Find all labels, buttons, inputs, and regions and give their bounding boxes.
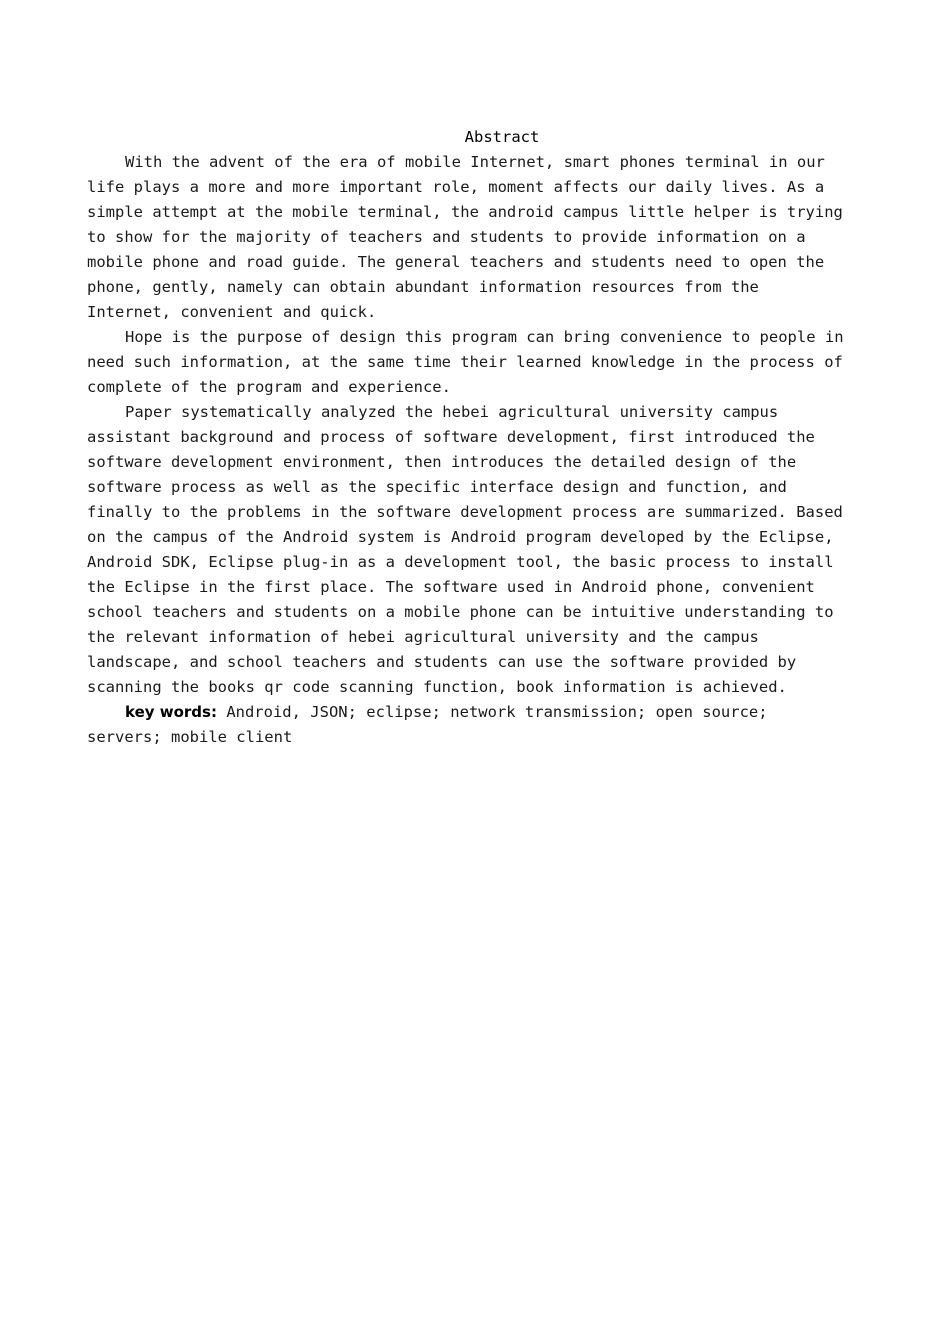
keywords-label: key words: <box>125 703 217 721</box>
abstract-section <box>87 125 865 750</box>
abstract-paragraph-2: Hope is the purpose of design this program can bring convenience to people in need such information, at the same time their learned knowledge in the process of complete of the program and experience. <box>87 328 844 396</box>
abstract-title: Abstract <box>464 128 540 146</box>
abstract-paragraph-3: Paper systematically analyzed the hebei agricultural university campus assistant background and process of software development, first introduced the software development environment, then introduces the detailed design of the software process as well as the specific interface design and function, and finally to the problems in the software development process are summarized. Based on the campus of the Android system is Android program developed by the Eclipse, Android SDK, Eclipse plug-in as a development tool, the basic process to install the Eclipse in the first place. The software used in Android phone, convenient school teachers and students on a mobile phone can be intuitive understanding to the relevant information of hebei agricultural university and the campus landscape, and school teachers and students can use the software provided by scanning the books qr code scanning function, book information is achieved. <box>87 403 843 696</box>
keywords-text: Android, JSON; eclipse; network transmission; open source; servers; mobile client <box>87 703 768 746</box>
abstract-paragraph-1: With the advent of the era of mobile Internet, smart phones terminal in our life plays a more and more important role, moment affects our daily lives. As a simple attempt at the mobile terminal, the android campus little helper is trying to show for the majority of teachers and students to provide information on a mobile phone and road guide. The general teachers and students need to open the phone, gently, namely can obtain abundant information resources from the Internet, convenient and quick. <box>87 153 843 321</box>
keywords-line <box>87 700 865 750</box>
